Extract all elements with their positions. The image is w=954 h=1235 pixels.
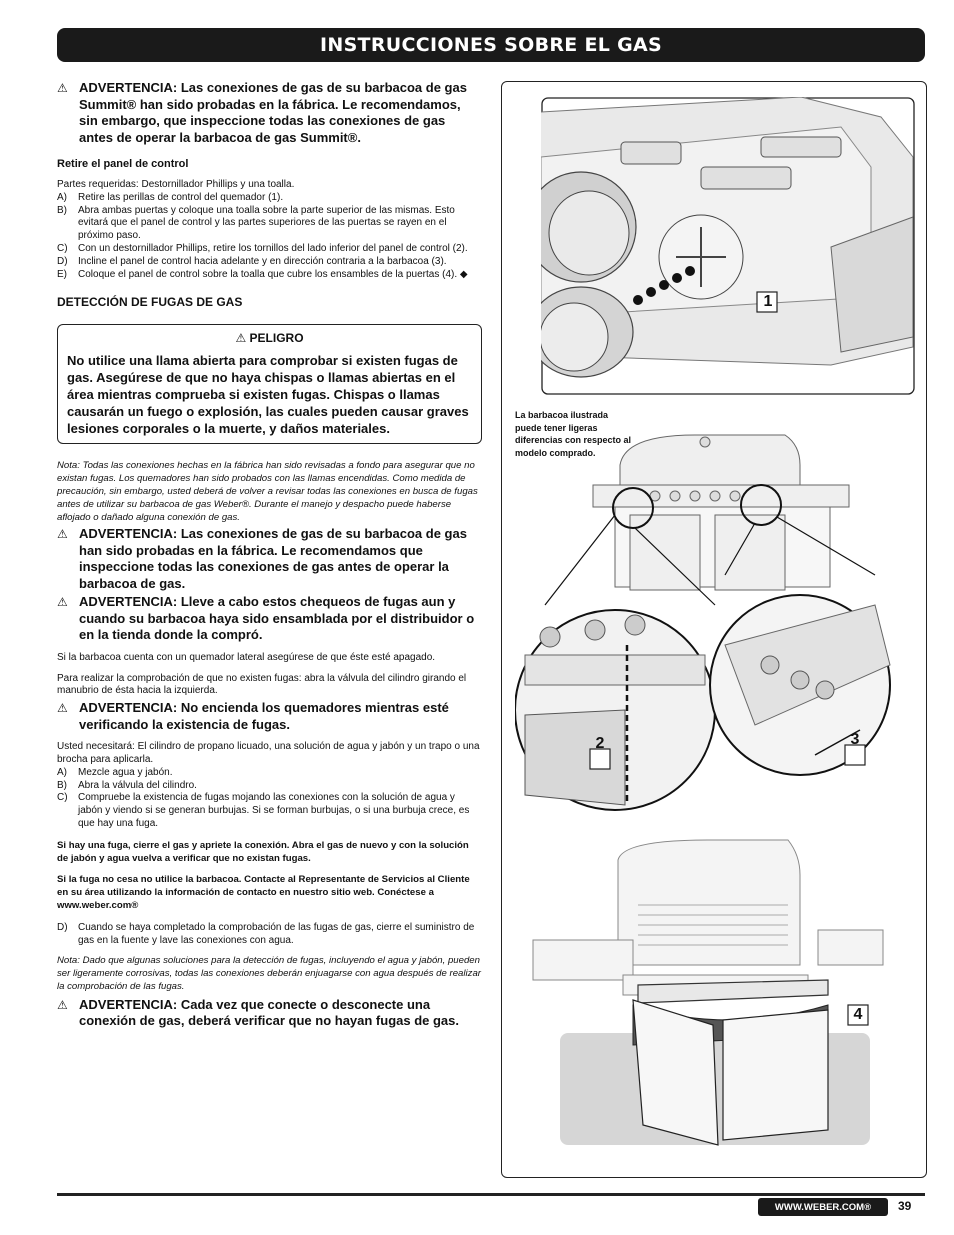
danger-text: No utilice una llama abierta para comprobar si existen fugas de gas. Asegúrese de que no haya chispas o llamas abiertas en el área mientras comprueba si existen fugas. Chispas o llamas causarán un fuego o explosión, las cuales pueden causar graves lesiones corporales o la muerte, y daños materiales. [67,353,469,437]
warning-factory: ⚠ ADVERTENCIA: Las conexiones de gas de su barbacoa de gas han sido probadas en la fábrica. Le recomendamos que inspeccione todas las conexiones de gas antes de operar la barbacoa de gas. [57,526,467,591]
figure-caption: La barbacoa ilustrada puede tener ligeras diferencias con respecto al modelo comprado. [515,410,632,458]
side-burner-note: Si la barbacoa cuenta con un quemador lateral asegúrese de que éste esté apagado. [57,651,436,663]
warning-triangle-icon: ⚠ [235,331,247,346]
leak-fix-instructions: Si hay una fuga, cierre el gas y apriete la conexión. Abra el gas de nuevo y con la solución de jabón y agua vuelva a verificar que no existan fugas. [57,839,469,864]
figure-label-4: 4 [853,1006,863,1023]
figure-2-3-control-panel [515,425,915,825]
remove-panel-steps [57,192,482,282]
warning-triangle-icon: ⚠ [57,595,68,610]
list-item: A) Mezcle agua y jabón. [57,766,173,778]
figure-label-1: 1 [763,293,773,310]
list-item: D) Incline el panel de control hacia adelante y en dirección contraria a la barbacoa (3). [57,255,447,267]
leak-check-intro: Para realizar la comprobación de que no existen fugas: abra la válvula del cilindro girando el manubrio de ésta hacia la izquierda. [57,672,467,697]
warning-triangle-icon: ⚠ [57,701,68,716]
danger-box [57,324,482,444]
warning-connections: ⚠ ADVERTENCIA: Cada vez que conecte o desconecte una conexión de gas, deberá verificar que no hayan fugas de gas. [57,996,460,1029]
list-item: A) Retire las perillas de control del quemador (1). [57,191,284,203]
materials-needed: Usted necesitará: El cilindro de propano licuado, una solución de agua y jabón y un trapo o una brocha para aplicarla. [57,741,480,766]
figure-4-panel-on-towel [528,835,890,1155]
warning-triangle-icon: ⚠ [57,527,68,542]
remove-panel-title: Retire el panel de control [57,158,189,170]
text-column [57,80,482,1030]
danger-title: ⚠ PELIGRO [235,331,304,346]
list-item: C) Compruebe la existencia de fugas mojando las conexiones con la solución de agua y jabón y viendo si se generan burbujas. Si se forman burbujas, o si una burbuja crece, es que hay una fuga. [57,792,470,830]
note-corrosive: Nota: Dado que algunas soluciones para la detección de fugas, incluyendo el agua y jabón, pueden ser ligeramente corrosivas, todas las conexiones deberán enjuagarse con agua después de realizar la comprobación de las fugas. [57,955,481,992]
figure-1-control-knobs [541,97,915,395]
figure-label-3: 3 [850,731,860,748]
list-item: B) Abra la válvula del cilindro. [57,779,197,791]
footer-url[interactable]: WWW.WEBER.COM® [758,1198,888,1216]
parts-required: Partes requeridas: Destornillador Phillips y una toalla. [57,179,295,190]
list-item: C) Con un destornillador Phillips, retire los tornillos del lado inferior del panel de control (2). [57,242,468,254]
warning-dealer: ⚠ ADVERTENCIA: Lleve a cabo estos chequeos de fugas aun y cuando su barbacoa haya sido ensamblada por el distribuidor o en la tienda donde la compró. [57,594,475,643]
warning-summit: ⚠ ADVERTENCIA: Las conexiones de gas de su barbacoa de gas Summit® han sido probadas en la fábrica. Le recomendamos, sin embargo, que inspeccione todas las conexiones de gas antes de operar la barbacoa de gas Summit®. [57,80,467,145]
warning-triangle-icon: ⚠ [57,997,68,1012]
leak-detection-title: DETECCIÓN DE FUGAS DE GAS [57,295,243,310]
footer-rule [57,1193,925,1196]
contact-service: Si la fuga no cesa no utilice la barbacoa. Contacte al Representante de Servicios al Cliente en su área utilizando la información de contacto en nuestro sitio web. Conéctese a www.weber.com® [57,874,470,912]
page-header [57,28,925,62]
list-item: E) Coloque el panel de control sobre la toalla que cubre los ensambles de la puertas (4). ◆ [57,268,468,280]
warning-burners: ⚠ ADVERTENCIA: No encienda los quemadores mientras esté verificando la existencia de fugas. [57,700,449,732]
note-factory: Nota: Todas las conexiones hechas en la fábrica han sido revisadas a fondo para asegurar que no existan fugas. Los quemadores han sido probados con las llamas encendidas. Como medida de precaución, sin embargo, usted deberá de volver a revisar todas las conexiones en busca de fugas antes de utilizar su barbacoa de gas Weber®. Durante el manejo y despacho puede haberse aflojado o dañado alguna conexión de gas. [57,460,478,523]
page-number: 39 [898,1199,912,1213]
page-title: INSTRUCCIONES SOBRE EL GAS [320,34,662,56]
list-item: D) Cuando se haya completado la comprobación de las fugas de gas, cierre el suministro de gas en la fuente y lave las conexiones con agua. [57,921,475,946]
list-item: B) Abra ambas puertas y coloque una toalla sobre la parte superior de las mismas. Esto evitará que el panel de control y las partes superiores de las puertas se rayen en el próximo paso. [57,204,455,242]
figure-label-2: 2 [595,735,605,752]
warning-triangle-icon: ⚠ [57,81,68,95]
leak-check-steps [57,767,482,831]
